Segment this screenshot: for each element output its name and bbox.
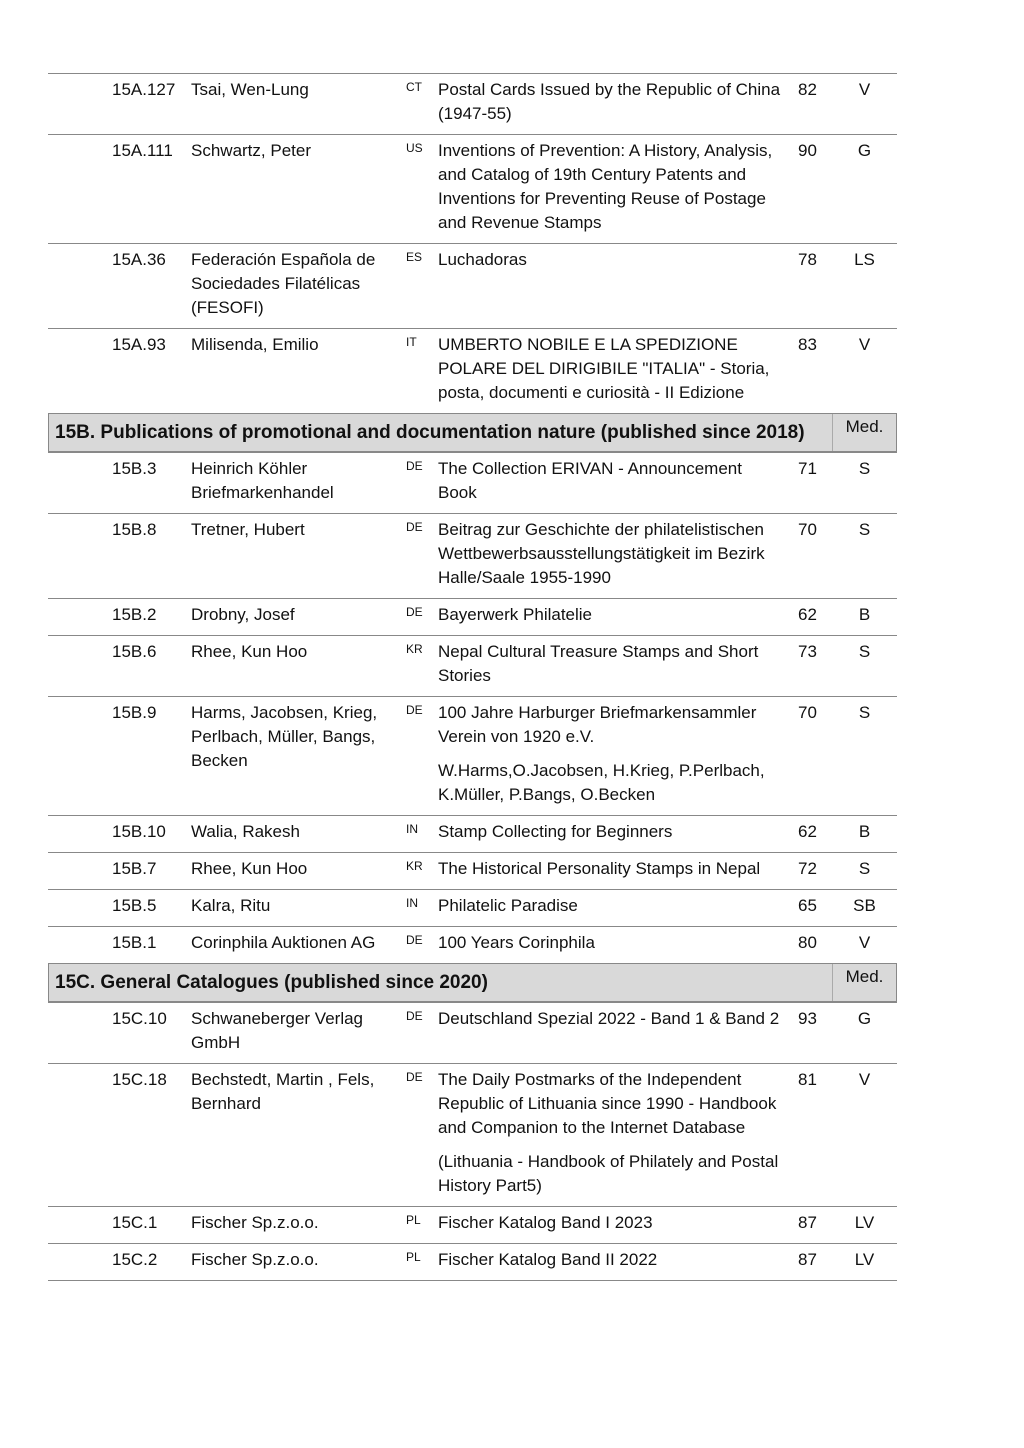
medal-award: G xyxy=(857,1009,872,1028)
country-code: PL xyxy=(406,1213,421,1227)
score: 90 xyxy=(798,141,817,160)
exhibitor-name: Kalra, Ritu xyxy=(191,896,271,915)
row-spacer xyxy=(48,248,106,320)
exhibitor-name: Schwartz, Peter xyxy=(191,141,311,160)
table-row xyxy=(48,73,897,134)
exhibitor-name: Walia, Rakesh xyxy=(191,822,300,841)
exhibit-title xyxy=(432,333,784,405)
table-bottom-border xyxy=(48,1280,897,1281)
score: 82 xyxy=(798,80,817,99)
exhibit-title xyxy=(432,857,784,881)
exhibit-title-text: Inventions of Prevention: A History, Analysis, and Catalog of 19th Century Patents and Inventions for Preventing Reuse of Postage and Revenue Stamps xyxy=(438,141,773,232)
country-code: DE xyxy=(406,1070,423,1084)
table-row xyxy=(48,926,897,963)
score: 87 xyxy=(798,1213,817,1232)
country-code: DE xyxy=(406,933,423,947)
row-spacer xyxy=(48,78,106,126)
entry-number: 15B.5 xyxy=(112,896,157,915)
exhibit-title-text: Philatelic Paradise xyxy=(438,896,578,915)
score: 71 xyxy=(798,459,817,478)
exhibit-title xyxy=(432,701,784,807)
exhibit-title xyxy=(432,1211,784,1235)
country-code: DE xyxy=(406,703,423,717)
entry-number: 15C.18 xyxy=(112,1070,167,1089)
exhibit-title-text: Fischer Katalog Band II 2022 xyxy=(438,1250,658,1269)
medal-award: LS xyxy=(854,250,875,269)
medal-award: G xyxy=(857,141,872,160)
exhibitor-name: Harms, Jacobsen, Krieg, Perlbach, Müller, Bangs, Becken xyxy=(191,703,378,770)
exhibit-title-text: 100 Jahre Harburger Briefmarkensammler Verein von 1920 e.V. xyxy=(438,703,757,746)
exhibit-title xyxy=(432,78,784,126)
row-spacer xyxy=(48,857,106,881)
entry-number: 15C.1 xyxy=(112,1213,158,1232)
exhibitor-name: Tsai, Wen-Lung xyxy=(191,80,309,99)
row-spacer xyxy=(48,1248,106,1272)
table-row xyxy=(48,696,897,815)
country-code: DE xyxy=(406,459,423,473)
country-code: DE xyxy=(406,1009,423,1023)
medal-column-header: Med. xyxy=(845,967,884,986)
row-spacer xyxy=(48,1007,106,1055)
entry-number: 15B.1 xyxy=(112,933,157,952)
section-title: 15B. Publications of promotional and documentation nature (published since 2018) xyxy=(49,414,833,451)
medal-column-header: Med. xyxy=(845,417,884,436)
entry-number: 15A.36 xyxy=(112,250,166,269)
entry-number: 15B.8 xyxy=(112,520,157,539)
entry-number: 15A.127 xyxy=(112,80,176,99)
country-code: US xyxy=(406,141,423,155)
row-spacer xyxy=(48,518,106,590)
exhibit-title-text: The Historical Personality Stamps in Nepal xyxy=(438,859,761,878)
score: 81 xyxy=(798,1070,817,1089)
entry-number: 15B.3 xyxy=(112,459,157,478)
exhibit-note: W.Harms,O.Jacobsen, H.Krieg, P.Perlbach, K.Müller, P.Bangs, O.Becken xyxy=(438,761,765,804)
score: 80 xyxy=(798,933,817,952)
row-spacer xyxy=(48,640,106,688)
entry-number: 15A.93 xyxy=(112,335,166,354)
table-row xyxy=(48,243,897,328)
row-spacer xyxy=(48,333,106,405)
exhibitor-name: Schwaneberger Verlag GmbH xyxy=(191,1009,364,1052)
exhibitor-name: Drobny, Josef xyxy=(191,605,295,624)
table-row xyxy=(48,635,897,696)
exhibit-title xyxy=(432,139,784,235)
exhibit-title-text: Beitrag zur Geschichte der philatelistischen Wettbewerbsausstellungstätigkeit im Bezirk Halle/Saale 1955-1990 xyxy=(438,520,765,587)
country-code: IN xyxy=(406,896,418,910)
medal-award: V xyxy=(858,1070,871,1089)
score: 65 xyxy=(798,896,817,915)
score: 70 xyxy=(798,520,817,539)
exhibit-title xyxy=(432,248,784,320)
exhibit-title xyxy=(432,1007,784,1055)
row-spacer xyxy=(48,1211,106,1235)
exhibit-title-text: Nepal Cultural Treasure Stamps and Short Stories xyxy=(438,642,759,685)
exhibit-title xyxy=(432,457,784,505)
medal-award: S xyxy=(858,642,871,661)
table-row xyxy=(48,1243,897,1280)
exhibit-title xyxy=(432,603,784,627)
exhibit-title xyxy=(432,894,784,918)
entry-number: 15B.2 xyxy=(112,605,157,624)
score: 62 xyxy=(798,605,817,624)
row-spacer xyxy=(48,820,106,844)
exhibit-title xyxy=(432,518,784,590)
country-code: CT xyxy=(406,80,422,94)
exhibitor-name: Rhee, Kun Hoo xyxy=(191,859,308,878)
exhibit-title-text: The Collection ERIVAN - Announcement Book xyxy=(438,459,742,502)
country-code: DE xyxy=(406,520,423,534)
exhibit-title xyxy=(432,640,784,688)
section-header xyxy=(48,963,897,1002)
row-spacer xyxy=(48,1068,106,1198)
score: 83 xyxy=(798,335,817,354)
score: 87 xyxy=(798,1250,817,1269)
table-row xyxy=(48,815,897,852)
country-code: ES xyxy=(406,250,423,264)
exhibitor-name: Tretner, Hubert xyxy=(191,520,305,539)
exhibitor-name: Bechstedt, Martin , Fels, Bernhard xyxy=(191,1070,375,1113)
exhibit-title xyxy=(432,1068,784,1198)
country-code: KR xyxy=(406,642,423,656)
exhibit-title-text: Bayerwerk Philatelie xyxy=(438,605,593,624)
table-row xyxy=(48,598,897,635)
exhibit-title-text: UMBERTO NOBILE E LA SPEDIZIONE POLARE DEL DIRIGIBILE "ITALIA" - Storia, posta, documenti e curiosità - II Edizione xyxy=(438,335,770,402)
score: 73 xyxy=(798,642,817,661)
exhibitor-name: Fischer Sp.z.o.o. xyxy=(191,1213,319,1232)
exhibit-title xyxy=(432,931,784,955)
country-code: DE xyxy=(406,605,423,619)
results-table xyxy=(48,73,897,1281)
entry-number: 15B.6 xyxy=(112,642,157,661)
country-code: PL xyxy=(406,1250,421,1264)
exhibitor-name: Milisenda, Emilio xyxy=(191,335,319,354)
exhibit-title-text: Deutschland Spezial 2022 - Band 1 & Band 2 xyxy=(438,1009,780,1028)
medal-award: LV xyxy=(854,1250,875,1269)
medal-award: B xyxy=(858,605,871,624)
exhibit-title xyxy=(432,820,784,844)
medal-award: B xyxy=(858,822,871,841)
row-spacer xyxy=(48,931,106,955)
medal-award: V xyxy=(858,933,871,952)
exhibitor-name: Rhee, Kun Hoo xyxy=(191,642,308,661)
score: 72 xyxy=(798,859,817,878)
row-spacer xyxy=(48,701,106,807)
score: 62 xyxy=(798,822,817,841)
table-row xyxy=(48,452,897,513)
exhibit-title-text: Fischer Katalog Band I 2023 xyxy=(438,1213,653,1232)
row-spacer xyxy=(48,139,106,235)
table-row xyxy=(48,134,897,243)
exhibit-title-text: 100 Years Corinphila xyxy=(438,933,595,952)
medal-award: V xyxy=(858,335,871,354)
table-row xyxy=(48,1063,897,1206)
entry-number: 15B.9 xyxy=(112,703,157,722)
entry-number: 15C.10 xyxy=(112,1009,167,1028)
country-code: KR xyxy=(406,859,423,873)
entry-number: 15B.10 xyxy=(112,822,166,841)
entry-number: 15C.2 xyxy=(112,1250,158,1269)
exhibitor-name: Heinrich Köhler Briefmarkenhandel xyxy=(191,459,334,502)
section-title: 15C. General Catalogues (published since 2020) xyxy=(49,964,833,1001)
row-spacer xyxy=(48,603,106,627)
medal-award: S xyxy=(858,520,871,539)
country-code: IN xyxy=(406,822,418,836)
medal-award: S xyxy=(858,703,871,722)
medal-award: S xyxy=(858,459,871,478)
medal-award: SB xyxy=(853,896,876,915)
table-row xyxy=(48,852,897,889)
row-spacer xyxy=(48,894,106,918)
entry-number: 15A.111 xyxy=(112,141,173,160)
exhibit-title xyxy=(432,1248,784,1272)
entry-number: 15B.7 xyxy=(112,859,157,878)
row-spacer xyxy=(48,457,106,505)
exhibit-note: (Lithuania - Handbook of Philately and Postal History Part5) xyxy=(438,1152,779,1195)
exhibit-title-text: Luchadoras xyxy=(438,250,527,269)
exhibit-title-text: Postal Cards Issued by the Republic of China (1947-55) xyxy=(438,80,781,123)
medal-award: LV xyxy=(854,1213,875,1232)
exhibitor-name: Corinphila Auktionen AG xyxy=(191,933,376,952)
table-row xyxy=(48,513,897,598)
table-row xyxy=(48,328,897,413)
table-row xyxy=(48,889,897,926)
exhibitor-name: Federación Española de Sociedades Filatélicas (FESOFI) xyxy=(191,250,376,317)
country-code: IT xyxy=(406,335,417,349)
table-row xyxy=(48,1002,897,1063)
section-header xyxy=(48,413,897,452)
medal-award: S xyxy=(858,859,871,878)
exhibitor-name: Fischer Sp.z.o.o. xyxy=(191,1250,319,1269)
exhibit-title-text: Stamp Collecting for Beginners xyxy=(438,822,673,841)
table-row xyxy=(48,1206,897,1243)
score: 78 xyxy=(798,250,817,269)
score: 70 xyxy=(798,703,817,722)
score: 93 xyxy=(798,1009,817,1028)
medal-award: V xyxy=(858,80,871,99)
exhibit-title-text: The Daily Postmarks of the Independent Republic of Lithuania since 1990 - Handbook and Companion to the Internet Database xyxy=(438,1070,777,1137)
